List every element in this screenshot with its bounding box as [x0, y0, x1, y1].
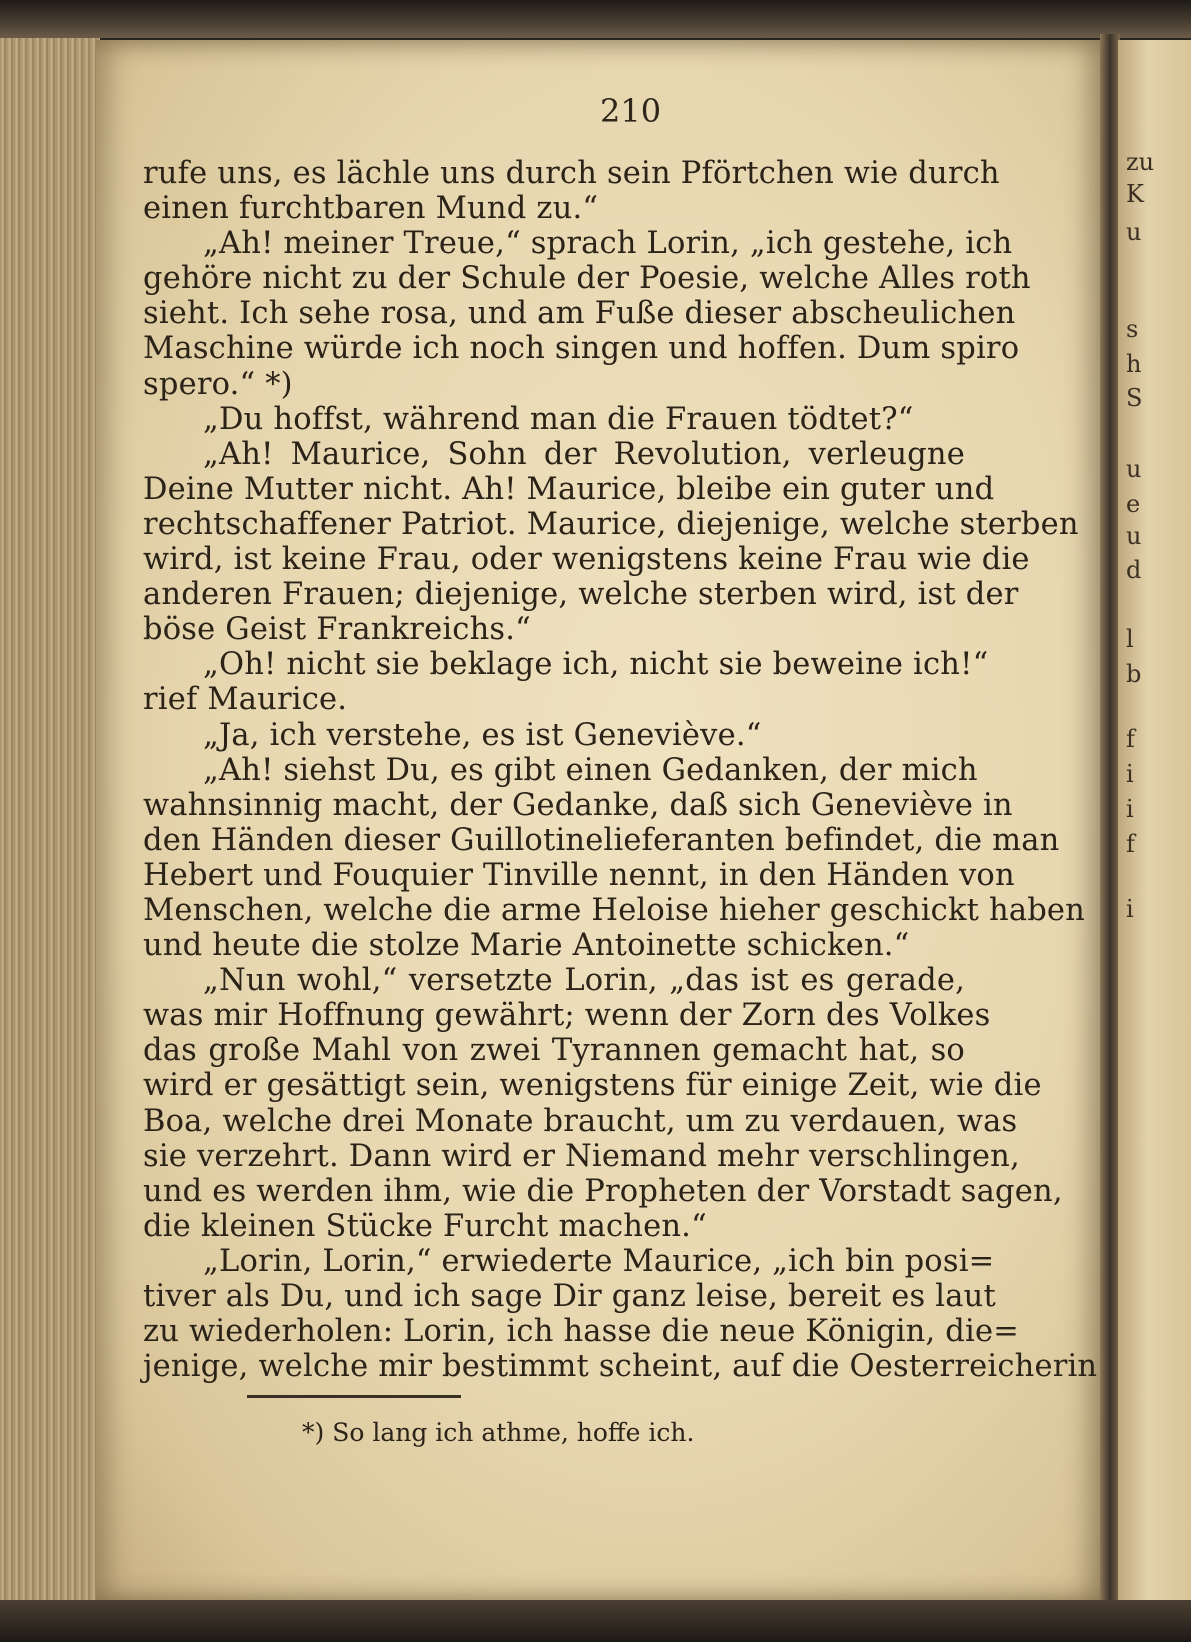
text-line: Hebert und Fouquier Tinville nennt, in den Händen von	[143, 857, 1015, 893]
next-page-fragment: e	[1126, 490, 1141, 518]
text-line: „Oh! nicht sie beklage ich, nicht sie beweine ich!“	[203, 647, 989, 683]
next-page-fragment: i	[1126, 760, 1134, 788]
next-page-fragment: u	[1126, 522, 1142, 550]
text-line: „Nun wohl,“ versetzte Lorin, „das ist es gerade,	[203, 963, 965, 999]
text-line: wahnsinnig macht, der Gedanke, daß sich Geneviève in	[143, 787, 1013, 823]
text-line: zu wiederholen: Lorin, ich hasse die neue Königin, die=	[143, 1314, 1019, 1350]
text-line: das große Mahl von zwei Tyrannen gemacht hat, so	[143, 1033, 965, 1069]
text-line: Menschen, welche die arme Heloise hieher geschickt haben	[143, 892, 1086, 928]
text-line: einen furchtbaren Mund zu.“	[143, 191, 599, 227]
text-line: tiver als Du, und ich sage Dir ganz leise, bereit es laut	[143, 1279, 996, 1314]
text-line: und heute die stolze Marie Antoinette schicken.“	[143, 928, 910, 964]
text-line: was mir Hoffnung gewährt; wenn der Zorn des Volkes	[143, 998, 991, 1034]
text-line: wird, ist keine Frau, oder wenigstens keine Frau wie die	[143, 542, 1030, 578]
next-page-fragment: h	[1126, 350, 1142, 378]
text-line: „Ah! Maurice, Sohn der Revolution, verleugne	[203, 436, 965, 472]
next-page-fragment: S	[1126, 384, 1143, 412]
text-line: rief Maurice.	[143, 682, 348, 718]
footnote: *) So lang ich athme, hoffe ich.	[302, 1418, 695, 1447]
next-page-fragment: u	[1126, 455, 1142, 483]
text-line: wird er gesättigt sein, wenigstens für einige Zeit, wie die	[143, 1068, 1042, 1104]
text-line: spero.“ *)	[143, 366, 293, 402]
next-page-fragment: f	[1126, 725, 1135, 753]
book-bottom-edge	[0, 1600, 1191, 1642]
text-line: „Ah! siehst Du, es gibt einen Gedanken, der mich	[203, 752, 978, 788]
body-text	[143, 156, 1098, 1385]
text-line: Maschine würde ich noch singen und hoffen. Dum spiro	[143, 331, 1020, 367]
next-page-fragment: i	[1126, 895, 1134, 923]
text-line: die kleinen Stücke Furcht machen.“	[143, 1208, 707, 1244]
book-gutter	[1100, 34, 1120, 1604]
next-page-fragment: s	[1126, 315, 1139, 343]
next-page-fragment: u	[1126, 218, 1142, 246]
next-page-fragment: l	[1126, 625, 1134, 653]
text-line: sie verzehrt. Dann wird er Niemand mehr verschlingen,	[143, 1138, 1020, 1174]
footnote-rule	[247, 1395, 461, 1398]
text-line: sieht. Ich sehe rosa, und am Fuße dieser abscheulichen	[143, 296, 1016, 332]
next-page-fragment: d	[1126, 556, 1142, 584]
text-line: „Du hoffst, während man die Frauen tödtet?“	[203, 401, 914, 437]
text-line: gehöre nicht zu der Schule der Poesie, welche Alles roth	[143, 261, 1031, 297]
text-line: und es werden ihm, wie die Propheten der Vorstadt sagen,	[143, 1173, 1063, 1209]
next-page-edge	[1118, 40, 1191, 1602]
next-page-fragment: i	[1126, 795, 1134, 823]
page-number: 210	[600, 92, 662, 130]
text-line: Deine Mutter nicht. Ah! Maurice, bleibe ein guter und	[143, 471, 995, 507]
text-line: rechtschaffener Patriot. Maurice, diejenige, welche sterben	[143, 506, 1079, 542]
next-page-fragment: f	[1126, 830, 1135, 858]
next-page-fragment: zu	[1126, 148, 1155, 176]
text-line: rufe uns, es lächle uns durch sein Pförtchen wie durch	[143, 156, 1000, 191]
text-line: böse Geist Frankreichs.“	[143, 612, 531, 648]
book-top-edge	[0, 0, 1191, 38]
text-line: „Ja, ich verstehe, es ist Geneviève.“	[203, 717, 762, 753]
page-stack-edge	[0, 38, 100, 1603]
text-line: „Ah! meiner Treue,“ sprach Lorin, „ich gestehe, ich	[203, 226, 1013, 262]
next-page-fragment: b	[1126, 660, 1142, 688]
text-line: jenige, welche mir bestimmt scheint, auf die Oesterreicherin	[143, 1349, 1098, 1385]
text-line: „Lorin, Lorin,“ erwiederte Maurice, „ich bin posi=	[203, 1243, 995, 1279]
text-line: anderen Frauen; diejenige, welche sterben wird, ist der	[143, 577, 1019, 613]
text-line: den Händen dieser Guillotinelieferanten befindet, die man	[143, 822, 1060, 858]
next-page-fragment: K	[1126, 180, 1144, 208]
text-line: Boa, welche drei Monate braucht, um zu verdauen, was	[143, 1103, 1018, 1139]
